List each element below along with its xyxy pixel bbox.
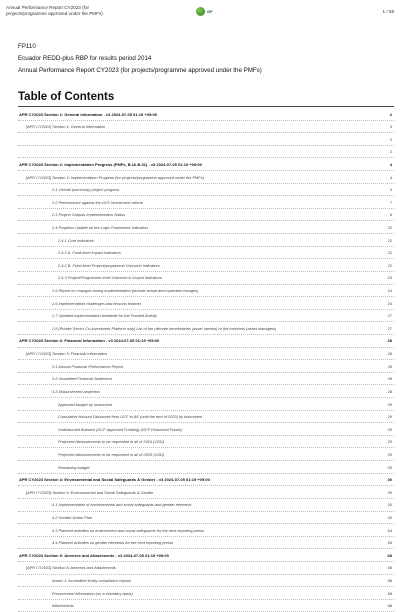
toc-entry[interactable] [18,373,394,386]
toc-entry-page: 65 [387,540,392,546]
toc-entry-page: 29 [387,451,392,457]
toc-entry[interactable] [18,272,394,285]
toc-entry-title: 2.7 Updated implementation timetable for the Funded Activity [52,313,158,319]
toc-entry-title: Attachments [52,603,74,609]
toc-entry[interactable] [18,524,394,537]
toc-entry[interactable] [18,587,394,600]
toc-entry-page: 28 [387,338,392,344]
toc-entry-title: 3.1 Annual Financial Performance Report [52,363,124,369]
toc-entry-page: 22 [387,262,392,268]
toc-entry[interactable] [18,461,394,474]
toc-entry-title: Projected disbursements to be requested in all of 2024 (USD) [58,439,164,445]
toc-entry-page: 4 [389,174,392,180]
table-of-contents [18,108,394,612]
toc-entry[interactable] [18,108,394,121]
toc-entry-title: APR CY2023 Section 2: Implementation Progress (PMFs, B.16-B.31) - v3 2024-07-05 01:19 +09:00 [19,161,202,167]
toc-entry[interactable] [18,234,394,247]
toc-entry-title: 4.2 Gender Action Plan [52,515,93,520]
toc-divider [18,106,394,107]
toc-entry[interactable] [18,259,394,272]
toc-entry-page: 29 [387,426,392,432]
toc-entry-page: 68 [387,565,392,571]
toc-heading: Table of Contents [18,91,115,103]
toc-entry[interactable] [18,436,394,449]
toc-entry-title: [APR CY2023] Section 1: General Information [26,124,106,130]
toc-entry[interactable] [18,310,394,323]
toc-entry-page: 28 [387,363,392,369]
toc-entry[interactable] [18,360,394,373]
toc-entry-page: 27 [387,325,392,331]
toc-entry[interactable] [18,575,394,588]
document-meta [18,41,262,77]
toc-entry-page: 43 [387,515,392,520]
toc-entry-title: 4.1 Implementation of environmental and social safeguards and gender elements [52,502,192,508]
toc-entry-page: 3 [389,124,392,130]
toc-entry-page: 28 [387,388,392,394]
toc-entry-title: Undisbursed Balance (GCF Approved Funding) (GCF Disbursed Funds) [58,426,182,432]
toc-entry[interactable] [18,600,394,612]
toc-entry[interactable] [18,385,394,398]
toc-entry[interactable] [18,562,394,575]
toc-entry-page: 29 [387,401,392,407]
toc-entry-page: 30 [387,502,392,508]
toc-entry[interactable] [18,486,394,499]
toc-entry[interactable] [18,423,394,436]
toc-entry[interactable] [18,537,394,550]
toc-entry[interactable] [18,196,394,209]
toc-entry-title: Remaining budget [58,464,90,470]
toc-entry-title: 4.4 Planned activities on gender elements for the next reporting period [52,540,174,546]
toc-entry-title: 2.6 Implementation challenges and lessons learned [52,300,141,306]
toc-entry-page: 24 [387,300,392,306]
toc-entry-title: APR CY2023 Section 1: General Information - v3 2024-07-05 01:19 +09:00 [19,111,157,117]
toc-entry-title: APR CY2023 Section 3: Financial Information - v3 2024-07-05 01:19 +09:00 [19,338,160,344]
toc-entry[interactable] [18,322,394,335]
toc-entry-title: 2.1 Overall (summary) project progress [52,187,120,193]
toc-entry-page: 29 [387,464,392,470]
toc-entry-page: 29 [387,414,392,420]
toc-entry-page: 2 [389,136,392,142]
toc-entry-page: 68 [387,552,392,558]
toc-entry-page: 64 [387,527,392,533]
header-doc-title-line1: Annual Performance Report CY2023 (for [6,5,89,10]
toc-entry[interactable] [18,146,394,159]
toc-entry-title: [APR CY2023] Section 4: Environmental and Social Safeguards & Gender [26,489,154,495]
toc-entry-title: Cumulative Amount Disbursed from GCF to AE (until the end of 2023) by instrument [58,414,203,420]
toc-entry-page: 2 [389,149,392,155]
toc-entry-page: 27 [387,313,392,319]
toc-entry[interactable] [18,247,394,260]
toc-entry-page: 22 [387,250,392,256]
toc-entry-title: 2.4.2 B. Fund-level Project/programme Outcome Indicators [58,262,160,268]
toc-entry-page: 23 [387,275,392,281]
toc-entry[interactable] [18,171,394,184]
toc-entry-page: 30 [387,477,392,483]
toc-entry[interactable] [18,133,394,146]
toc-entry-title: [APR CY2023] Section 3: Financial Information [26,351,107,357]
toc-entry-title: Annex 1: Accredited Entity compliance reports [52,578,132,584]
toc-entry-title: 2.4 Progress Update on the Logic Framework Indicators [52,224,149,230]
toc-entry[interactable] [18,221,394,234]
toc-entry[interactable] [18,549,394,562]
toc-entry-page: 6 [389,212,392,218]
header-doc-title-line2: projects/programme approved under the PMFs) [6,11,103,16]
toc-entry-page: 68 [387,590,392,596]
toc-entry-page: 22 [387,224,392,230]
toc-entry-page: 24 [387,288,392,294]
report-title: Annual Performance Report CY2023 (for projects/programme approved under the PMFs) [18,67,262,74]
toc-entry-title: 3.2 Unaudited Financial Statement [52,376,112,382]
toc-entry-title: 4.3 Planned activities on environment and social safeguards for the next reporting period [52,527,205,533]
toc-entry-page: 7 [389,199,392,205]
toc-entry[interactable] [18,448,394,461]
toc-entry-page: 2 [389,111,392,117]
toc-entry-page: 22 [387,237,392,243]
toc-entry-title: Approved budget by instrument [58,401,113,407]
project-title: Ecuador REDD-plus RBP for results period 2014 [18,55,152,62]
logo-text: GF [207,9,213,14]
toc-entry-title: [APR CY2023] Section 2: Implementation Progress (for projects/programme approved under the PMFs) [26,174,204,180]
toc-entry[interactable] [18,209,394,222]
toc-entry-title: Procurement information (on a voluntary basis) [52,590,133,596]
toc-entry-title: 2.3 Project Outputs Implementation Status [52,212,126,218]
toc-entry[interactable] [18,285,394,298]
toc-entry-title: APR CY2023 Section 5: Annexes and Attachments - v3 2024-07-05 01:19 +09:00 [19,552,169,558]
toc-entry[interactable] [18,335,394,348]
toc-entry-title: 2.5 Report on changes during implementation (include actual and expected changes) [52,288,199,294]
toc-entry-page: 30 [387,489,392,495]
toc-entry[interactable] [18,184,394,197]
toc-entry-title: 2.4.2 A. Fund-level impact indicators [58,250,121,256]
toc-entry[interactable] [18,411,394,424]
toc-entry[interactable] [18,158,394,171]
toc-entry[interactable] [18,121,394,134]
toc-entry-title: APR CY2023 Section 4: Environmental and Social Safeguards & Gender - v3 2024-07-05 01:19 +09:00 [19,477,210,483]
toc-entry[interactable] [18,348,394,361]
toc-entry-title: Projected disbursements to be requested in all of 2025 (USD) [58,451,164,457]
gcf-logo [196,7,226,17]
toc-entry-title: 2.8 [Private Sector Co-Investment Platform only] List of the ultimate beneficiaries (asset owners) or the investors (asset managers) [52,325,277,331]
toc-entry[interactable] [18,474,394,487]
toc-entry[interactable] [18,512,394,525]
page-indicator: 1 / 68 [382,9,394,14]
toc-entry[interactable] [18,398,394,411]
toc-entry-title: [APR CY2023] Section 5: Annexes and Attachments [26,565,116,571]
toc-entry-page: 28 [387,351,392,357]
toc-entry-title: 2.2 Performance against the GCF investment criteria [52,199,143,205]
toc-entry-page: 29 [387,439,392,445]
toc-entry-page: 28 [387,376,392,382]
toc-entry-page: 4 [389,187,392,193]
toc-entry[interactable] [18,499,394,512]
toc-entry-page: 68 [387,603,392,609]
document-header [6,5,126,17]
toc-entry-page: 68 [387,578,392,584]
toc-entry-title: 2.4.1 Core indicators [58,237,94,243]
toc-entry-title: 2.4.3 Project/Programme-level Outcome & Output Indicators [58,275,162,281]
toc-entry-title: 3.3 Disbursement projection [52,388,101,394]
toc-entry-page: 4 [389,161,392,167]
globe-icon [196,7,205,16]
toc-entry[interactable] [18,297,394,310]
fp-code: FP110 [18,43,36,50]
